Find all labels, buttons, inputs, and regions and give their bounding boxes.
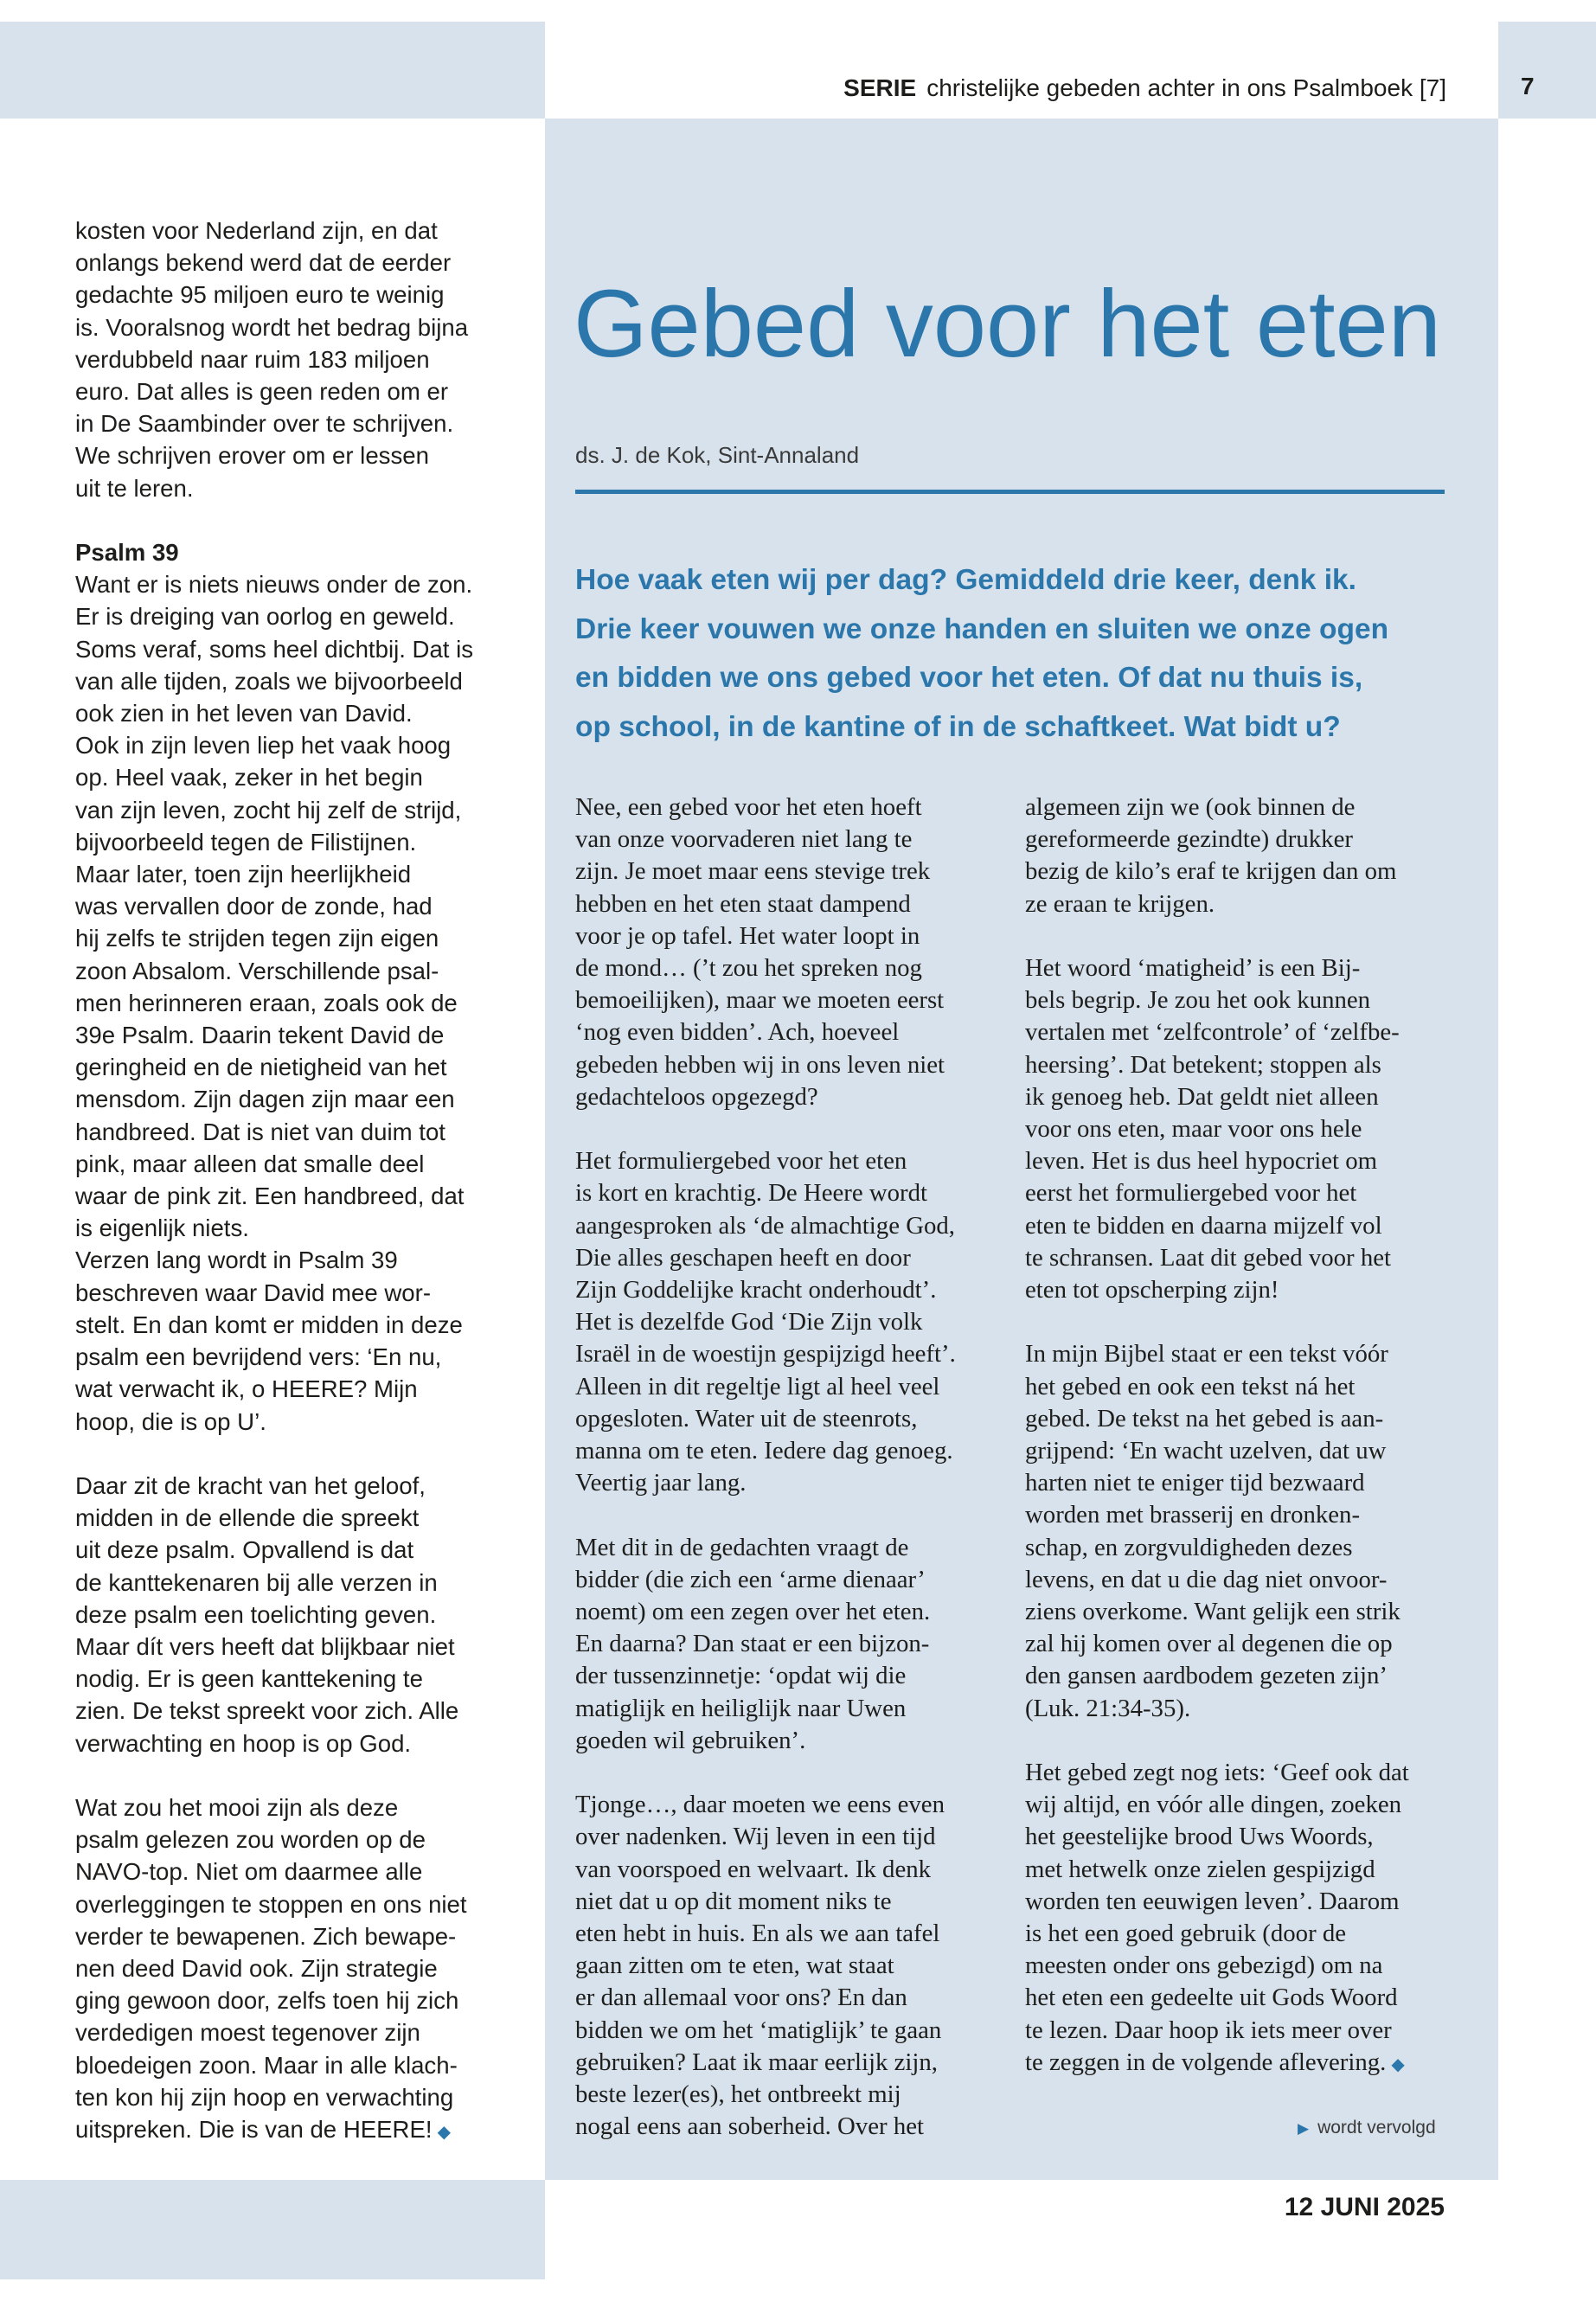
- text-line: ook zien in het leven van David.: [75, 700, 413, 727]
- text-line: worden ten eeuwigen leven’. Daarom: [1025, 1887, 1400, 1915]
- text-line: het geestelijke brood Uws Woords,: [1025, 1823, 1374, 1851]
- text-line: wat verwacht ik, o HEERE? Mijn: [75, 1375, 418, 1403]
- text-line: bezig de kilo’s eraf te krijgen dan om: [1025, 857, 1397, 886]
- text-line: zien. De tekst spreekt voor zich. Alle: [75, 1697, 459, 1725]
- intro-line: op school, in de kantine of in de schaftkeet. Wat bidt u?: [575, 710, 1341, 743]
- text-line: zijn. Je moet maar eens stevige trek: [575, 857, 931, 886]
- text-line: hij zelfs te strijden tegen zijn eigen: [75, 925, 439, 952]
- text-line: van alle tijden, zoals we bijvoorbeeld: [75, 667, 463, 695]
- text-line: Soms veraf, soms heel dichtbij. Dat is: [75, 635, 474, 663]
- text-line: ‘nog even bidden’. Ach, hoeveel: [575, 1018, 900, 1047]
- text-line: verdedigen moest tegenover zijn: [75, 2019, 420, 2047]
- text-line: Maar dít vers heeft dat blijkbaar niet: [75, 1632, 455, 1660]
- paragraph: [75, 1470, 516, 1759]
- text-line: is het een goed gebruik (door de: [1025, 1920, 1347, 1948]
- text-line: algemeen zijn we (ook binnen de: [1025, 793, 1356, 821]
- text-line: het gebed en ook een tekst ná het: [1025, 1372, 1356, 1400]
- text-line: bloedeigen zoon. Maar in alle klach-: [75, 2051, 458, 2079]
- intro-line: en bidden we ons gebed voor het eten. Of dat nu thuis is,: [575, 662, 1363, 694]
- text-line: uit deze psalm. Opvallend is dat: [75, 1536, 414, 1564]
- text-line: Verzen lang wordt in Psalm 39: [75, 1247, 398, 1274]
- text-line: Israël in de woestijn gespijzigd heeft’.: [575, 1340, 956, 1368]
- footer-band-left: [0, 2180, 545, 2279]
- text-line: bels begrip. Je zou het ook kunnen: [1025, 986, 1371, 1015]
- text-line: te schransen. Laat dit gebed voor het: [1025, 1243, 1391, 1272]
- text-line: beste lezer(es), het ontbreekt mij: [575, 2080, 901, 2109]
- text-line: der tussenzinnetje: ‘opdat wij die: [575, 1662, 907, 1690]
- text-line: hoop, die is op U’.: [75, 1407, 266, 1435]
- text-line: Daar zit de kracht van het geloof,: [75, 1471, 426, 1499]
- text-line: nen deed David ook. Zijn strategie: [75, 1954, 438, 1982]
- text-line: ziens overkome. Want gelijk een strik: [1025, 1598, 1401, 1626]
- header-band-right: [1498, 22, 1596, 119]
- text-line: We schrijven erover om er lessen: [75, 442, 429, 470]
- text-line: de mond… (’t zou het spreken nog: [575, 954, 922, 983]
- text-line: euro. Dat alles is geen reden om er: [75, 378, 449, 406]
- text-line: gebed. De tekst na het gebed is aan-: [1025, 1404, 1384, 1433]
- text-line: gebeden hebben wij in ons leven niet: [575, 1050, 945, 1079]
- text-line: is kort en krachtig. De Heere wordt: [575, 1179, 928, 1208]
- text-line: 39e Psalm. Daarin tekent David de: [75, 1022, 445, 1049]
- text-line: van voorspoed en welvaart. Ik denk: [575, 1855, 932, 1883]
- text-line: Tjonge…, daar moeten we eens even: [575, 1791, 945, 1819]
- text-line: Het formuliergebed voor het eten: [575, 1147, 907, 1176]
- text-line: voor je op tafel. Het water loopt in: [575, 921, 920, 950]
- text-line: nodig. Er is geen kanttekening te: [75, 1665, 423, 1693]
- article-column-right: [1025, 792, 1453, 2113]
- text-line: aangesproken als ‘de almachtige God,: [575, 1211, 955, 1240]
- text-line: handbreed. Dat is niet van duim tot: [75, 1118, 445, 1145]
- text-line: leven. Het is dus heel hypocriet om: [1025, 1147, 1378, 1176]
- text-line: over nadenken. Wij leven in een tijd: [575, 1823, 936, 1851]
- text-line: bemoeilijken), maar we moeten eerst: [575, 986, 945, 1015]
- running-header: [545, 74, 1446, 102]
- text-line: Die alles geschapen heeft en door: [575, 1243, 911, 1272]
- text-line: uit te leren.: [75, 474, 194, 502]
- section-heading: Psalm 39: [75, 539, 179, 567]
- text-line: vertalen met ‘zelfcontrole’ of ‘zelfbe-: [1025, 1018, 1400, 1047]
- text-line: meesten onder ons gebezigd) om na: [1025, 1952, 1383, 1980]
- text-line: van zijn leven, zocht hij zelf de strijd,: [75, 796, 462, 824]
- text-line: noemt) om een zegen over het eten.: [575, 1598, 931, 1626]
- paragraph: [1025, 952, 1453, 1306]
- text-line: overleggingen te stoppen en ons niet: [75, 1890, 467, 1918]
- text-line: op. Heel vaak, zeker in het begin: [75, 764, 423, 792]
- text-line: matiglijk en heiliglijk naar Uwen: [575, 1694, 907, 1722]
- text-line: goeden wil gebruiken’.: [575, 1726, 806, 1754]
- text-line: schap, en zorgvuldigheden dezes: [1025, 1533, 1353, 1561]
- article-column-middle: [575, 792, 1003, 2176]
- text-line: Alleen in dit regeltje ligt al heel veel: [575, 1372, 940, 1400]
- intro-line: Hoe vaak eten wij per dag? Gemiddeld drie keer, denk ik.: [575, 564, 1356, 596]
- paragraph: [575, 792, 1003, 1113]
- text-line: verdubbeld naar ruim 183 miljoen: [75, 345, 430, 373]
- text-line: niet dat u op dit moment niks te: [575, 1887, 892, 1915]
- text-line: NAVO-top. Niet om daarmee alle: [75, 1858, 423, 1886]
- text-line: in De Saambinder over te schrijven.: [75, 410, 454, 438]
- text-line: te zeggen in de volgende aflevering.: [1025, 2048, 1387, 2076]
- text-line: heersing’. Dat betekent; stoppen als: [1025, 1050, 1381, 1079]
- text-line: gedachte 95 miljoen euro te weinig: [75, 281, 445, 309]
- text-line: Er is dreiging van oorlog en geweld.: [75, 603, 455, 631]
- text-line: pink, maar alleen dat smalle deel: [75, 1150, 425, 1177]
- article-intro: [575, 556, 1458, 752]
- text-line: gebruiken? Laat ik maar eerlijk zijn,: [575, 2048, 938, 2076]
- text-line: verwachting en hoop is op God.: [75, 1729, 412, 1757]
- text-line: En daarna? Dan staat er een bijzon-: [575, 1630, 930, 1658]
- paragraph: [75, 536, 516, 1438]
- arrow-right-icon: ▶: [1298, 2120, 1310, 2137]
- paragraph: [75, 215, 516, 504]
- text-line: geringheid en de nietigheid van het: [75, 1054, 447, 1081]
- text-line: ten kon hij zijn hoop en verwachting: [75, 2083, 454, 2111]
- text-line: grijpend: ‘En wacht uzelven, dat uw: [1025, 1437, 1387, 1465]
- text-line: bidden we om het ‘matiglijk’ te gaan: [575, 2016, 942, 2044]
- text-line: beschreven waar David mee wor-: [75, 1279, 432, 1306]
- text-line: In mijn Bijbel staat er een tekst vóór: [1025, 1340, 1388, 1368]
- text-line: voor ons eten, maar voor ons hele: [1025, 1115, 1362, 1144]
- text-line: levens, en dat u die dag niet onvoor-: [1025, 1565, 1388, 1593]
- article-title: Gebed voor het eten: [574, 271, 1441, 377]
- text-line: verder te bewapenen. Zich bewape-: [75, 1922, 457, 1950]
- text-line: den gansen aardbodem gezeten zijn’: [1025, 1662, 1388, 1690]
- text-line: het eten een gedeelte uit Gods Woord: [1025, 1984, 1398, 2012]
- text-line: Veertig jaar lang.: [575, 1469, 747, 1497]
- text-line: psalm gelezen zou worden op de: [75, 1826, 426, 1854]
- text-line: (Luk. 21:34-35).: [1025, 1694, 1191, 1722]
- text-line: men herinneren eraan, zoals ook de: [75, 989, 458, 1016]
- text-line: de kanttekenaren bij alle verzen in: [75, 1568, 438, 1596]
- paragraph: [1025, 1338, 1453, 1724]
- text-line: eten te bidden en daarna mijzelf vol: [1025, 1211, 1382, 1240]
- text-line: ik genoeg heb. Dat geldt niet alleen: [1025, 1082, 1379, 1111]
- header-band-left: [0, 22, 545, 119]
- text-line: waar de pink zit. Een handbreed, dat: [75, 1183, 465, 1210]
- text-line: nogal eens aan soberheid. Over het: [575, 2112, 925, 2141]
- text-line-wrap: [75, 2113, 516, 2149]
- text-line: opgesloten. Water uit de steenrots,: [575, 1404, 918, 1433]
- text-line: Het is dezelfde God ‘Die Zijn volk: [575, 1308, 923, 1336]
- paragraph: [575, 1145, 1003, 1499]
- text-line: bidder (die zich een ‘arme dienaar’: [575, 1565, 926, 1593]
- text-line: gedachteloos opgezegd?: [575, 1082, 818, 1111]
- text-line: Zijn Goddelijke kracht onderhoudt’.: [575, 1276, 937, 1304]
- text-line: is eigenlijk niets.: [75, 1215, 249, 1242]
- end-mark-icon: ◆: [437, 2122, 451, 2142]
- text-line: van onze voorvaderen niet lang te: [575, 825, 913, 854]
- text-line: hebben en het eten staat dampend: [575, 889, 911, 918]
- text-line: onlangs bekend werd dat de eerder: [75, 249, 452, 277]
- page-number: 7: [1521, 73, 1535, 99]
- text-line: wij altijd, en vóór alle dingen, zoeken: [1025, 1791, 1402, 1819]
- text-line: Met dit in de gedachten vraagt de: [575, 1533, 909, 1561]
- article-byline: ds. J. de Kok, Sint-Annaland: [575, 442, 860, 468]
- text-line: was vervallen door de zonde, had: [75, 893, 433, 920]
- text-line: mensdom. Zijn dagen zijn maar een: [75, 1086, 455, 1113]
- text-line: deze psalm een toelichting geven.: [75, 1600, 437, 1628]
- text-line: met hetwelk onze zielen gespijzigd: [1025, 1855, 1375, 1883]
- paragraph: [575, 1532, 1003, 1757]
- text-line: eten tot opscherping zijn!: [1025, 1276, 1279, 1304]
- text-line: manna om te eten. Iedere dag genoeg.: [575, 1437, 953, 1465]
- text-line: ging gewoon door, zelfs toen hij zich: [75, 1987, 459, 2015]
- intro-line: Drie keer vouwen we onze handen en sluiten we onze ogen: [575, 612, 1389, 645]
- text-line: stelt. En dan komt er midden in deze: [75, 1311, 463, 1338]
- text-line: is. Vooralsnog wordt het bedrag bijna: [75, 313, 469, 341]
- text-line: bijvoorbeeld tegen de Filistijnen.: [75, 828, 417, 856]
- text-line: Want er is niets nieuws onder de zon.: [75, 571, 473, 599]
- issue-date: 12 JUNI 2025: [1284, 2193, 1445, 2221]
- paragraph: [1025, 792, 1453, 920]
- continued-label: wordt vervolgd: [1317, 2118, 1436, 2138]
- text-line: gaan zitten om te eten, wat staat: [575, 1952, 894, 1980]
- continued-note: [1298, 2118, 1436, 2138]
- text-line: Ook in zijn leven liep het vaak hoog: [75, 732, 452, 760]
- text-line: eten hebt in huis. En als we aan tafel: [575, 1920, 940, 1948]
- paragraph: [1025, 1757, 1453, 2081]
- text-line: harten niet te eniger tijd bezwaard: [1025, 1469, 1365, 1497]
- paragraph: [575, 1789, 1003, 2143]
- text-line: te lezen. Daar hoop ik iets meer over: [1025, 2016, 1392, 2044]
- text-line: kosten voor Nederland zijn, en dat: [75, 217, 438, 244]
- left-column-text: [75, 215, 516, 2181]
- serie-title: christelijke gebeden achter in ons Psalmboek [7]: [926, 74, 1446, 101]
- text-line: zal hij komen over al degenen die op: [1025, 1630, 1393, 1658]
- text-line: eerst het formuliergebed voor het: [1025, 1179, 1357, 1208]
- paragraph: [75, 1791, 516, 2149]
- text-line: ze eraan te krijgen.: [1025, 889, 1215, 918]
- text-line: Het woord ‘matigheid’ is een Bij-: [1025, 954, 1361, 982]
- text-line: Wat zou het mooi zijn als deze: [75, 1793, 399, 1821]
- text-line: psalm een bevrijdend vers: ‘En nu,: [75, 1343, 442, 1371]
- text-line: Maar later, toen zijn heerlijkheid: [75, 861, 412, 888]
- serie-label: SERIE: [843, 74, 917, 101]
- text-line: gereformeerde gezindte) drukker: [1025, 825, 1353, 854]
- text-line: Het gebed zegt nog iets: ‘Geef ook dat: [1025, 1759, 1409, 1787]
- text-line: worden met brasserij en dronken-: [1025, 1501, 1361, 1529]
- title-divider: [575, 490, 1445, 494]
- end-mark-icon: ◆: [1391, 2054, 1405, 2074]
- text-line: uitspreken. Die is van de HEERE!: [75, 2115, 433, 2143]
- text-line: er dan allemaal voor ons? En dan: [575, 1984, 907, 2012]
- text-line: zoon Absalom. Verschillende psal-: [75, 957, 439, 984]
- text-line: Nee, een gebed voor het eten hoeft: [575, 793, 922, 821]
- text-line-wrap: [1025, 2047, 1453, 2081]
- text-line: midden in de ellende die spreekt: [75, 1504, 420, 1532]
